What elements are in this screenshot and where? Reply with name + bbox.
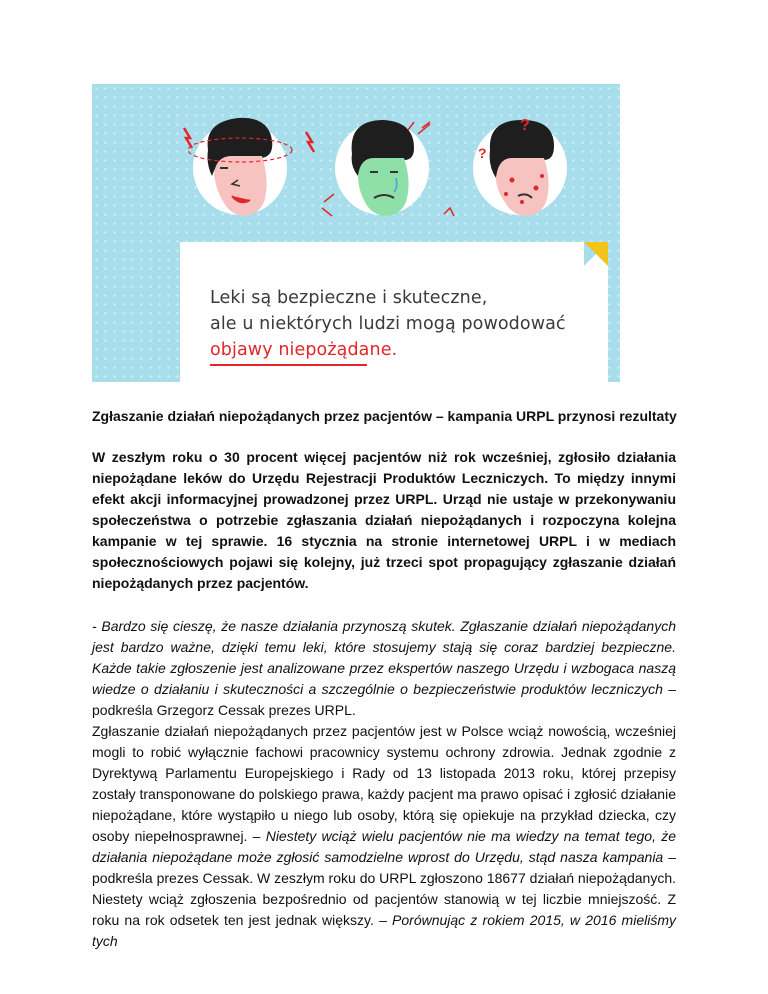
page-fold-corner xyxy=(584,242,608,266)
article-lead: W zeszłym roku o 30 procent więcej pacjentów niż rok wcześniej, zgłosiło działania niepożądane leków do Urzędu Rejestracji Produktów Leczniczych. To między innymi efekt akcji informacyjnej prowadzonej przez URPL. Urząd nie ustaje w przekonywaniu społeczeństwa o potrzebie zgłaszania działań niepożądanych i rozpoczyna kolejna kampanie w tej sprawie. 16 stycznia na stronie internetowej URPL i w mediach społecznościowych pojawi się kolejny, już trzeci spot propagujący zgłaszanie działań niepożądanych przez pacjentów. xyxy=(92,449,676,591)
paragraph-text-2: – podkreśla prezes Cessak. W zeszłym roku do URPL zgłoszono 18677 działań niepożądanych. Niestety wciąż zgłoszenia bezpośrednio od pacjentów stanowią w tej liczbie mniejszość. Z roku na rok odsetek ten jest jednak większy. – xyxy=(92,849,676,928)
article-paragraph xyxy=(92,721,676,952)
question-mark-icon: ? xyxy=(520,117,530,134)
message-card xyxy=(180,242,608,382)
paragraph-quote-2: Porównując z rokiem 2015, w 2016 mieliśmy tych xyxy=(92,912,676,949)
banner-line-1: Leki są bezpieczne i skuteczne, xyxy=(210,288,488,308)
quote-attribution: – podkreśla Grzegorz Cessak prezes URPL. xyxy=(92,681,676,718)
question-mark-icon: ? xyxy=(478,145,487,161)
article-body xyxy=(92,406,676,952)
banner-underline xyxy=(210,364,367,366)
nauseous-face-icon xyxy=(322,120,454,216)
paragraph-text-1: Zgłaszanie działań niepożądanych przez pacjentów jest w Polsce wciąż nowością, wcześniej mogli to robić wyłącznie fachowi pracownicy systemu ochrony zdrowia. Jednak zgodnie z Dyrektywą Parlamentu Europejskiego i Rady od 13 listopada 2013 roku, której przepisy zostały transponowane do polskiego prawa, każdy pacjent ma prawo opisać i zgłosić działanie niepożądane, które wystąpiło u niego lub osoby, którą się opiekuje na przykład dziecka, czy osoby niepełnosprawnej. – xyxy=(92,723,676,844)
dizzy-face-icon xyxy=(184,118,314,216)
paragraph-quote-1: Niestety wciąż wielu pacjentów nie ma wiedzy na temat tego, że działania niepożądane może zgłosić samodzielne wprost do Urzędu, stąd nasza kampania xyxy=(92,828,676,865)
campaign-banner xyxy=(92,84,620,382)
banner-line-3: objawy niepożądane. xyxy=(210,340,398,360)
article-quote xyxy=(92,616,676,721)
article-headline: Zgłaszanie działań niepożądanych przez pacjentów – kampania URPL przynosi rezultaty xyxy=(92,408,677,424)
rash-face-icon xyxy=(408,117,567,216)
quote-text: - Bardzo się cieszę, że nasze działania przynoszą skutek. Zgłaszanie działań niepożądanych jest bardzo ważne, dzięki temu leki, które stosujemy stają się coraz bardziej bezpieczne. Każde takie zgłoszenie jest analizowane przez ekspertów naszego Urzędu i wzbogaca naszą wiedze o działaniu i skuteczności a szczególnie o bezpieczeństwie produktów leczniczych xyxy=(92,618,676,697)
banner-line-2: ale u niektórych ludzi mogą powodować xyxy=(210,314,566,334)
